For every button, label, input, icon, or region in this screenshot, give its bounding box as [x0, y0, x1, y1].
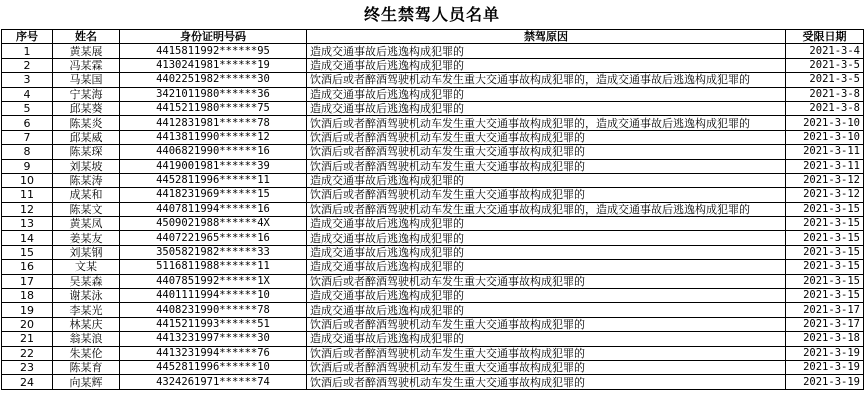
- cell-date[interactable]: 2021-3-15: [786, 217, 864, 231]
- column-header-name[interactable]: 姓名: [53, 30, 120, 44]
- cell-name[interactable]: 邱某葵: [53, 101, 120, 115]
- table-row: [2, 58, 864, 72]
- cell-date[interactable]: 2021-3-4: [786, 44, 864, 58]
- cell-no[interactable]: 16: [2, 260, 53, 274]
- table-row: [2, 145, 864, 159]
- cell-name[interactable]: 刘某坡: [53, 159, 120, 173]
- table-row: [2, 44, 864, 58]
- cell-id[interactable]: 4130241981******19: [120, 58, 307, 72]
- cell-no[interactable]: 18: [2, 289, 53, 303]
- cell-date[interactable]: 2021-3-8: [786, 101, 864, 115]
- cell-date[interactable]: 2021-3-5: [786, 73, 864, 87]
- cell-date[interactable]: 2021-3-11: [786, 145, 864, 159]
- cell-name[interactable]: 吴某森: [53, 274, 120, 288]
- cell-date[interactable]: 2021-3-15: [786, 245, 864, 259]
- cell-id[interactable]: 4413811990******12: [120, 130, 307, 144]
- cell-name[interactable]: 黄某凤: [53, 217, 120, 231]
- table-row: [2, 303, 864, 317]
- cell-id[interactable]: 4407851992******1X: [120, 274, 307, 288]
- cell-date[interactable]: 2021-3-8: [786, 87, 864, 101]
- cell-name[interactable]: 黄某展: [53, 44, 120, 58]
- cell-date[interactable]: 2021-3-15: [786, 260, 864, 274]
- cell-date[interactable]: 2021-3-12: [786, 188, 864, 202]
- cell-date[interactable]: 2021-3-17: [786, 303, 864, 317]
- cell-date[interactable]: 2021-3-19: [786, 375, 864, 389]
- cell-name[interactable]: 马某国: [53, 73, 120, 87]
- table-row: [2, 332, 864, 346]
- cell-no[interactable]: 13: [2, 217, 53, 231]
- cell-date[interactable]: 2021-3-19: [786, 346, 864, 360]
- table-row: [2, 217, 864, 231]
- cell-id[interactable]: 4452811996******10: [120, 360, 307, 374]
- cell-no[interactable]: 10: [2, 173, 53, 187]
- cell-reason[interactable]: 造成交通事故后逃逸构成犯罪的: [307, 173, 786, 187]
- table-row: [2, 73, 864, 87]
- table-row: [2, 188, 864, 202]
- cell-date[interactable]: 2021-3-10: [786, 116, 864, 130]
- cell-name[interactable]: 成某和: [53, 188, 120, 202]
- cell-no[interactable]: 23: [2, 360, 53, 374]
- table-row: [2, 360, 864, 374]
- cell-no[interactable]: 1: [2, 44, 53, 58]
- cell-name[interactable]: 文某: [53, 260, 120, 274]
- cell-name[interactable]: 宁某海: [53, 87, 120, 101]
- cell-date[interactable]: 2021-3-19: [786, 360, 864, 374]
- cell-name[interactable]: 谢某泳: [53, 289, 120, 303]
- table-row: [2, 202, 864, 216]
- cell-name[interactable]: 朱某伦: [53, 346, 120, 360]
- cell-name[interactable]: 林某庆: [53, 317, 120, 331]
- cell-id[interactable]: 4412831981******78: [120, 116, 307, 130]
- cell-id[interactable]: 4419001981******39: [120, 159, 307, 173]
- cell-date[interactable]: 2021-3-15: [786, 202, 864, 216]
- table-row: [2, 346, 864, 360]
- cell-id[interactable]: 3505821982******33: [120, 245, 307, 259]
- cell-reason[interactable]: 饮酒后或者醉酒驾驶机动车发生重大交通事故构成犯罪的，造成交通事故后逃逸构成犯罪的: [307, 116, 786, 130]
- cell-reason[interactable]: 造成交通事故后逃逸构成犯罪的: [307, 87, 786, 101]
- cell-name[interactable]: 陈某炎: [53, 116, 120, 130]
- cell-name[interactable]: 陈某育: [53, 360, 120, 374]
- cell-reason[interactable]: 造成交通事故后逃逸构成犯罪的: [307, 217, 786, 231]
- cell-id[interactable]: 4413231997******30: [120, 332, 307, 346]
- cell-reason[interactable]: 饮酒后或者醉酒驾驶机动车发生重大交通事故构成犯罪的: [307, 145, 786, 159]
- cell-id[interactable]: 4415811992******95: [120, 44, 307, 58]
- table-row: [2, 317, 864, 331]
- cell-no[interactable]: 20: [2, 317, 53, 331]
- cell-reason[interactable]: 饮酒后或者醉酒驾驶机动车发生重大交通事故构成犯罪的: [307, 130, 786, 144]
- cell-id[interactable]: 3421011980******36: [120, 87, 307, 101]
- cell-no[interactable]: 8: [2, 145, 53, 159]
- table-body: [2, 44, 864, 389]
- cell-reason[interactable]: 饮酒后或者醉酒驾驶机动车发生重大交通事故构成犯罪的，造成交通事故后逃逸构成犯罪的: [307, 202, 786, 216]
- cell-id[interactable]: 4408231990******78: [120, 303, 307, 317]
- cell-date[interactable]: 2021-3-10: [786, 130, 864, 144]
- cell-name[interactable]: 陈某涛: [53, 173, 120, 187]
- column-header-no[interactable]: 序号: [2, 30, 53, 44]
- cell-reason[interactable]: 造成交通事故后逃逸构成犯罪的: [307, 101, 786, 115]
- column-header-date[interactable]: 受限日期: [786, 30, 864, 44]
- table-row: [2, 274, 864, 288]
- document-title: 终生禁驾人员名单: [363, 5, 500, 24]
- table-row: [2, 87, 864, 101]
- cell-no[interactable]: 2: [2, 58, 53, 72]
- cell-name[interactable]: 姜某友: [53, 231, 120, 245]
- cell-id[interactable]: 4401111994******10: [120, 289, 307, 303]
- cell-reason[interactable]: 造成交通事故后逃逸构成犯罪的: [307, 58, 786, 72]
- cell-date[interactable]: 2021-3-11: [786, 159, 864, 173]
- cell-no[interactable]: 9: [2, 159, 53, 173]
- cell-date[interactable]: 2021-3-15: [786, 274, 864, 288]
- column-header-id[interactable]: 身份证明号码: [120, 30, 307, 44]
- cell-no[interactable]: 21: [2, 332, 53, 346]
- cell-no[interactable]: 7: [2, 130, 53, 144]
- cell-name[interactable]: 冯某霖: [53, 58, 120, 72]
- cell-id[interactable]: 4509021988******4X: [120, 217, 307, 231]
- cell-no[interactable]: 14: [2, 231, 53, 245]
- cell-id[interactable]: 4413231994******76: [120, 346, 307, 360]
- cell-reason[interactable]: 造成交通事故后逃逸构成犯罪的: [307, 289, 786, 303]
- cell-id[interactable]: 4415211980******75: [120, 101, 307, 115]
- cell-no[interactable]: 5: [2, 101, 53, 115]
- cell-no[interactable]: 19: [2, 303, 53, 317]
- cell-id[interactable]: 4407811994******16: [120, 202, 307, 216]
- table-row: [2, 101, 864, 115]
- cell-id[interactable]: 4324261971******74: [120, 375, 307, 389]
- table-row: [2, 116, 864, 130]
- cell-name[interactable]: 刘某钢: [53, 245, 120, 259]
- table-header-row: [2, 30, 864, 44]
- cell-name[interactable]: 李某光: [53, 303, 120, 317]
- cell-no[interactable]: 22: [2, 346, 53, 360]
- cell-name[interactable]: 邱某威: [53, 130, 120, 144]
- cell-date[interactable]: 2021-3-15: [786, 231, 864, 245]
- cell-reason[interactable]: 造成交通事故后逃逸构成犯罪的: [307, 231, 786, 245]
- cell-reason[interactable]: 造成交通事故后逃逸构成犯罪的: [307, 303, 786, 317]
- cell-no[interactable]: 6: [2, 116, 53, 130]
- roster-table: [1, 29, 864, 390]
- column-header-reason[interactable]: 禁驾原因: [307, 30, 786, 44]
- cell-id[interactable]: 4452811996******11: [120, 173, 307, 187]
- table-row: [2, 173, 864, 187]
- cell-reason[interactable]: 饮酒后或者醉酒驾驶机动车发生重大交通事故构成犯罪的: [307, 317, 786, 331]
- cell-id[interactable]: 4415211993******51: [120, 317, 307, 331]
- cell-reason[interactable]: 饮酒后或者醉酒驾驶机动车发生重大交通事故构成犯罪的: [307, 375, 786, 389]
- cell-date[interactable]: 2021-3-15: [786, 289, 864, 303]
- cell-name[interactable]: 向某辉: [53, 375, 120, 389]
- cell-no[interactable]: 4: [2, 87, 53, 101]
- cell-id[interactable]: 4418231969******15: [120, 188, 307, 202]
- cell-date[interactable]: 2021-3-18: [786, 332, 864, 346]
- cell-reason[interactable]: 造成交通事故后逃逸构成犯罪的: [307, 260, 786, 274]
- cell-no[interactable]: 11: [2, 188, 53, 202]
- table-row: [2, 289, 864, 303]
- cell-no[interactable]: 24: [2, 375, 53, 389]
- cell-reason[interactable]: 饮酒后或者醉酒驾驶机动车发生重大交通事故构成犯罪的: [307, 360, 786, 374]
- table-row: [2, 245, 864, 259]
- cell-reason[interactable]: 饮酒后或者醉酒驾驶机动车发生重大交通事故构成犯罪的: [307, 346, 786, 360]
- table-row: [2, 260, 864, 274]
- cell-id[interactable]: 5116811988******11: [120, 260, 307, 274]
- cell-name[interactable]: 陈某琛: [53, 145, 120, 159]
- cell-reason[interactable]: 饮酒后或者醉酒驾驶机动车发生重大交通事故构成犯罪的: [307, 159, 786, 173]
- cell-date[interactable]: 2021-3-5: [786, 58, 864, 72]
- cell-reason[interactable]: 造成交通事故后逃逸构成犯罪的: [307, 245, 786, 259]
- cell-date[interactable]: 2021-3-12: [786, 173, 864, 187]
- table-row: [2, 159, 864, 173]
- cell-reason[interactable]: 造成交通事故后逃逸构成犯罪的: [307, 44, 786, 58]
- cell-id[interactable]: 4406821990******16: [120, 145, 307, 159]
- table-row: [2, 130, 864, 144]
- cell-name[interactable]: 陈某文: [53, 202, 120, 216]
- cell-no[interactable]: 17: [2, 274, 53, 288]
- table-row: [2, 231, 864, 245]
- table-row: [2, 375, 864, 389]
- cell-reason[interactable]: 饮酒后或者醉酒驾驶机动车发生重大交通事故构成犯罪的: [307, 274, 786, 288]
- cell-reason[interactable]: 饮酒后或者醉酒驾驶机动车发生重大交通事故构成犯罪的: [307, 188, 786, 202]
- cell-name[interactable]: 翁某浪: [53, 332, 120, 346]
- cell-no[interactable]: 12: [2, 202, 53, 216]
- cell-id[interactable]: 4407221965******16: [120, 231, 307, 245]
- cell-date[interactable]: 2021-3-17: [786, 317, 864, 331]
- cell-reason[interactable]: 饮酒后或者醉酒驾驶机动车发生重大交通事故构成犯罪的，造成交通事故后逃逸构成犯罪的: [307, 73, 786, 87]
- cell-reason[interactable]: 造成交通事故后逃逸构成犯罪的: [307, 332, 786, 346]
- cell-id[interactable]: 4402251982******30: [120, 73, 307, 87]
- cell-no[interactable]: 3: [2, 73, 53, 87]
- cell-no[interactable]: 15: [2, 245, 53, 259]
